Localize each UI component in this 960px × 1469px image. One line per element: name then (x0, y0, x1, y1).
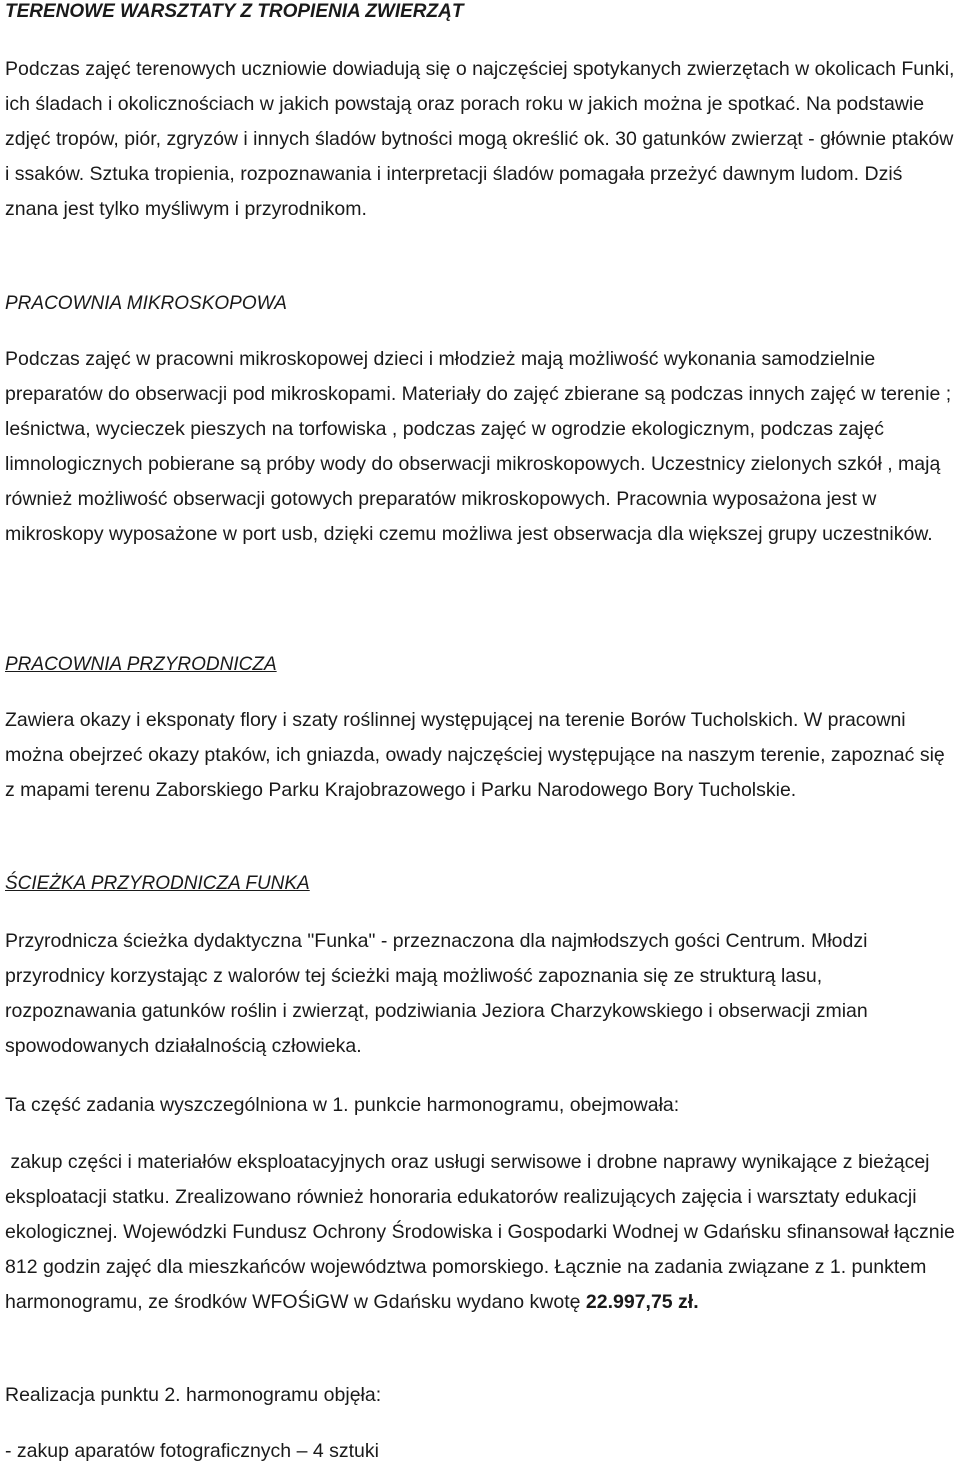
section-title-terenowe: TERENOWE WARSZTATY Z TROPIENIA ZWIERZĄT (5, 1, 464, 22)
task-description (5, 1145, 960, 1320)
section-text-sciezka: Przyrodnicza ścieżka dydaktyczna "Funka" - przeznaczona dla najmłodszych gości Centrum. Młodzi przyrodnicy korzystając z walorów tej ścieżki mają możliwość zapoznania się ze strukturą lasu, rozpoznawania gatunków roślin i zwierząt, podziwiania Jeziora Charzykowskiego i obserwacji zmian spowodowanych działalnością człowieka. (5, 930, 868, 1057)
section-title-przyrodnicza: PRACOWNIA PRZYRODNICZA (5, 654, 277, 675)
section-title-sciezka: ŚCIEŻKA PRZYRODNICZA FUNKA (5, 873, 310, 894)
point2-item: - zakup aparatów fotograficznych – 4 sztuki (5, 1440, 379, 1462)
task-amount: 22.997,75 zł. (585, 1291, 699, 1313)
section-text-terenowe: Podczas zajęć terenowych uczniowie dowiadują się o najczęściej spotykanych zwierzętach w okolicach Funki, ich śladach i okolicznościach w jakich powstają oraz porach roku w jakich można je spotkać. Na podstawie zdjęć tropów, piór, zgryzów i innych śladów bytności mogą określić ok. 30 gatunków zwierząt - głównie ptaków i ssaków. Sztuka tropienia, rozpoznawania i interpretacji śladów pomagała przeżyć dawnym ludom. Dziś znana jest tylko myśliwym i przyrodnikom. (5, 58, 955, 220)
section-text-mikroskopowa: Podczas zajęć w pracowni mikroskopowej dzieci i młodzież mają możliwość wykonania samodzielnie preparatów do obserwacji pod mikroskopami. Materiały do zajęć zbierane są podczas innych zajęć w terenie ; leśnictwa, wycieczek pieszych na torfowiska , podczas zajęć w ogrodzie ekologicznym, podczas zajęć limnologicznych pobierane są próby wody do obserwacji mikroskopowych. Uczestnicy zielonych szkół , mają również możliwość obserwacji gotowych preparatów mikroskopowych. Pracownia wyposażona jest w mikroskopy wyposażone w port usb, dzięki czemu możliwa jest obserwacja dla większej grupy uczestników. (5, 348, 952, 545)
task-intro: Ta część zadania wyszczególniona w 1. punkcie harmonogramu, obejmowała: (5, 1094, 680, 1116)
task-text: zakup części i materiałów eksploatacyjnych oraz usługi serwisowe i drobne naprawy wynikające z bieżącej eksploatacji statku. Zrealizowano również honoraria edukatorów realizujących zajęcia i warsztaty edukacji ekologicznej. Wojewódzki Fundusz Ochrony Środowiska i Gospodarki Wodnej w Gdańsku sfinansował łącznie 812 godzin zajęć dla mieszkańców województwa pomorskiego. Łącznie na zadania związane z 1. punktem harmonogramu, ze środków WFOŚiGW w Gdańsku wydano kwotę (5, 1151, 960, 1313)
section-title-mikroskopowa: PRACOWNIA MIKROSKOPOWA (5, 293, 287, 314)
point2-intro: Realizacja punktu 2. harmonogramu objęła: (5, 1384, 382, 1406)
section-text-przyrodnicza: Zawiera okazy i eksponaty flory i szaty roślinnej występującej na terenie Borów Tucholskich. W pracowni można obejrzeć okazy ptaków, ich gniazda, owady najczęściej występujące na naszym terenie, zapoznać się z mapami terenu Zaborskiego Parku Krajobrazowego i Parku Narodowego Bory Tucholskie. (5, 709, 945, 801)
